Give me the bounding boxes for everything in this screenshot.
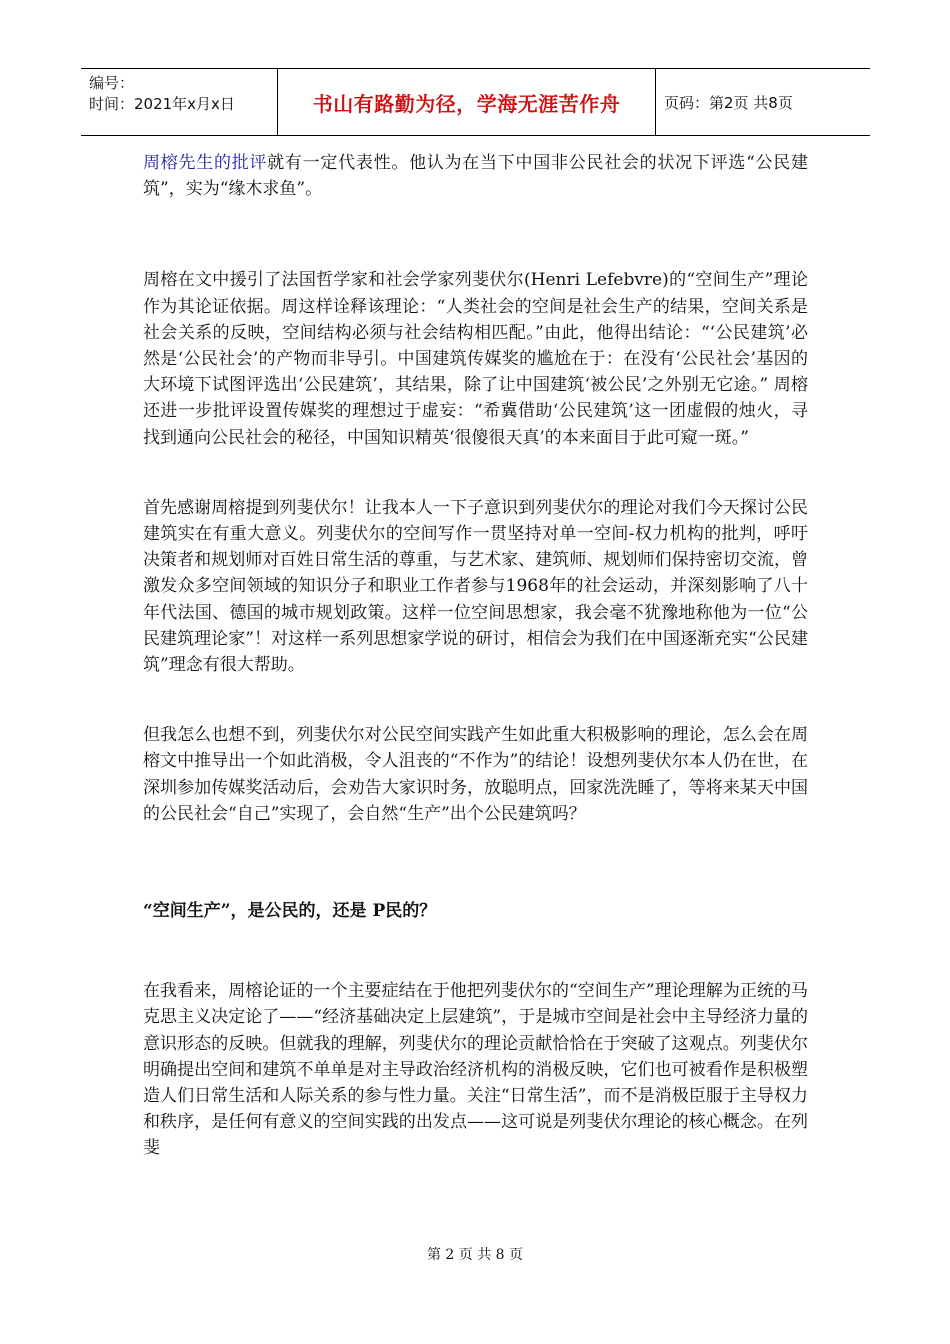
- document-number-label: 编号：: [89, 74, 135, 92]
- paragraph-4: 但我怎么也想不到，列斐伏尔对公民空间实践产生如此重大积极影响的理论，怎么会在周榕文中推导出一个如此消极，令人沮丧的“不作为”的结论！设想列斐伏尔本人仍在世，在深圳参加传媒奖活动后，会劝告大家识时务，放聪明点，回家洗洗睡了，等将来某天中国的公民社会“自己”实现了，会自然“生产”出个公民建筑吗？: [143, 725, 808, 824]
- page-header: [81, 68, 870, 136]
- page-footer: 第 2 页 共 8 页: [426, 1247, 524, 1263]
- document-time-label: 时间：2021年x月x日: [89, 95, 235, 113]
- header-meta-cell: [81, 69, 278, 135]
- paragraph-2: 周榕在文中援引了法国哲学家和社会学家列斐伏尔(Henri Lefebvre)的“空间生产”理论作为其论证依据。周这样诠释该理论：“人类社会的空间是社会生产的结果，空间关系是社会关系的反映，空间结构必须与社会结构相匹配。”由此，他得出结论：“‘公民建筑’必然是‘公民社会’的产物而非导引。中国建筑传媒奖的尴尬在于：在没有‘公民社会’基因的大环境下试图评选出‘公民建筑’，其结果，除了让中国建筑‘被公民’之外别无它途。” 周榕还进一步批评设置传媒奖的理想过于虚妄：“希冀借助‘公民建筑’这一团虚假的烛火，寻找到通向公民社会的秘径，中国知识精英‘很傻很天真’的本来面目于此可窥一斑。”: [143, 270, 808, 448]
- header-motto: 书山有路勤为径，学海无涯苦作舟: [278, 69, 656, 135]
- document-body: [143, 150, 808, 1162]
- paragraph-5: 在我看来，周榕论证的一个主要症结在于他把列斐伏尔的“空间生产”理论理解为正统的马克思主义决定论了——“经济基础决定上层建筑”，于是城市空间是社会中主导经济力量的意识形态的反映。但就我的理解，列斐伏尔的理论贡献恰恰在于突破了这观点。列斐伏尔明确提出空间和建筑不单单是对主导政治经济机构的消极反映，它们也可被看作是积极塑造人们日常生活和人际关系的参与性力量。关注“日常生活”，而不是消极臣服于主导权力和秩序，是任何有意义的空间实践的出发点——这可说是列斐伏尔理论的核心概念。在列斐: [143, 981, 808, 1159]
- critique-link[interactable]: 周榕先生的批评: [143, 153, 268, 173]
- header-page-number: 页码：第2页 共8页: [664, 93, 793, 112]
- paragraph-1-text: 就有一定代表性。他认为在当下中国非公民社会的状况下评选“公民建筑”，实为“缘木求鱼”。: [143, 153, 808, 200]
- paragraph-3: 首先感谢周榕提到列斐伏尔！让我本人一下子意识到列斐伏尔的理论对我们今天探讨公民建筑实在有重大意义。列斐伏尔的空间写作一贯坚持对单一空间-权力机构的批判，呼吁决策者和规划师对百姓日常生活的尊重，与艺术家、建筑师、规划师们保持密切交流，曾激发众多空间领域的知识分子和职业工作者参与1968年的社会运动，并深刻影响了八十年代法国、德国的城市规划政策。这样一位空间思想家，我会毫不犹豫地称他为一位“公民建筑理论家”！对这样一系列思想家学说的研讨，相信会为我们在中国逐渐充实“公民建筑”理念有很大帮助。: [143, 497, 808, 676]
- section-heading: “空间生产”，是公民的，还是 P民的？: [143, 901, 437, 922]
- paragraph-1: [143, 150, 808, 202]
